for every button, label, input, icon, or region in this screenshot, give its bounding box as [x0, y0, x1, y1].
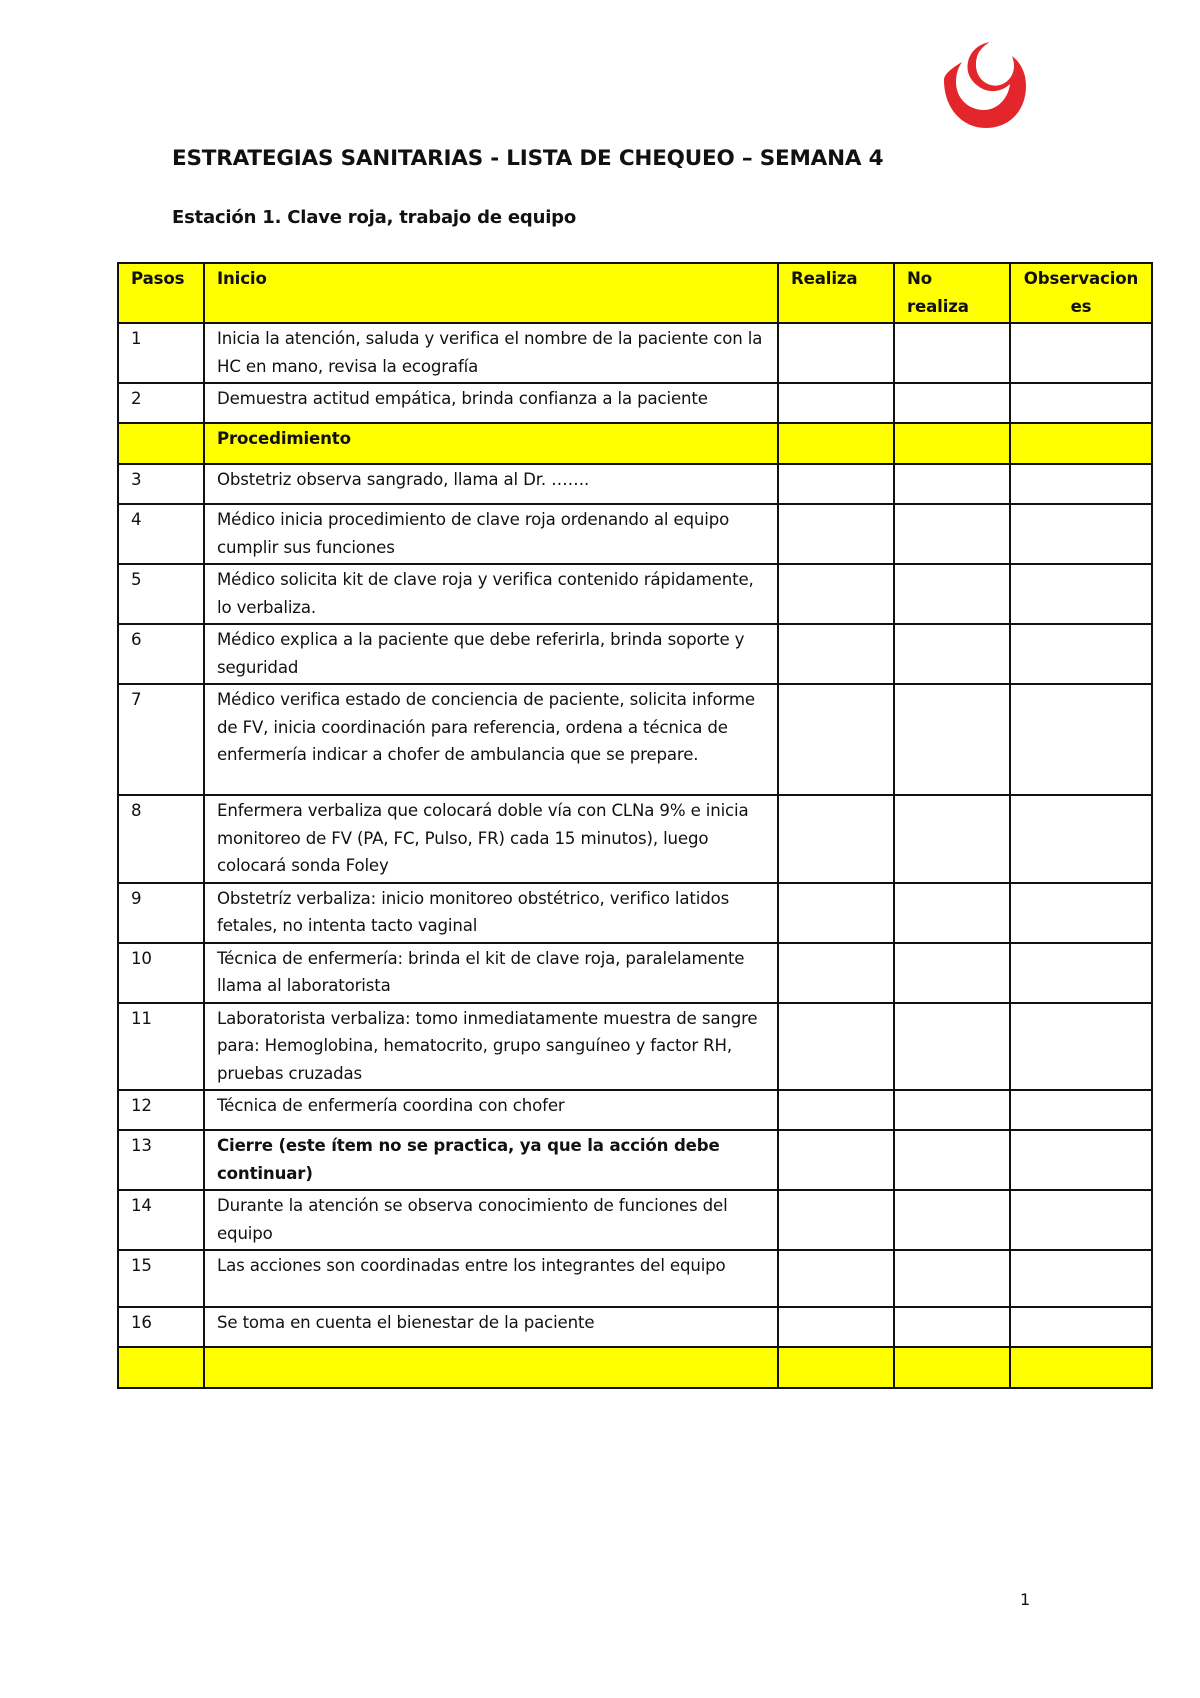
realiza-cell[interactable] — [778, 624, 894, 684]
table-row — [118, 684, 1152, 795]
step-description: Obstetriz observa sangrado, llama al Dr. ……. — [204, 464, 778, 504]
realiza-cell[interactable] — [778, 1130, 894, 1190]
page-number: 1 — [1020, 1590, 1031, 1609]
checklist-body — [118, 263, 1152, 1388]
section-label: Procedimiento — [204, 423, 778, 464]
realiza-cell[interactable] — [778, 1003, 894, 1091]
no-realiza-cell[interactable] — [894, 383, 1010, 423]
table-row — [118, 1090, 1152, 1130]
header-no-realiza: No realiza — [894, 263, 1010, 323]
footer-empty-cell — [118, 1347, 204, 1388]
table-row — [118, 1190, 1152, 1250]
footer-empty-cell — [1010, 1347, 1152, 1388]
realiza-cell[interactable] — [778, 943, 894, 1003]
step-description: Técnica de enfermería coordina con chofer — [204, 1090, 778, 1130]
table-row — [118, 564, 1152, 624]
no-realiza-cell[interactable] — [894, 564, 1010, 624]
observaciones-cell[interactable] — [1010, 1003, 1152, 1091]
header-observaciones: Observaciones — [1010, 263, 1152, 323]
university-logo-icon — [940, 40, 1028, 130]
realiza-cell[interactable] — [778, 564, 894, 624]
step-description: Médico verifica estado de conciencia de paciente, solicita informe de FV, inicia coordinación para referencia, ordena a técnica de enfermería indicar a chofer de ambulancia que se prepare. — [204, 684, 778, 795]
no-realiza-cell[interactable] — [894, 1307, 1010, 1347]
footer-empty-cell — [778, 1347, 894, 1388]
step-number: 16 — [118, 1307, 204, 1347]
step-number: 4 — [118, 504, 204, 564]
table-row — [118, 1130, 1152, 1190]
step-description: Durante la atención se observa conocimiento de funciones del equipo — [204, 1190, 778, 1250]
observaciones-cell[interactable] — [1010, 564, 1152, 624]
observaciones-cell[interactable] — [1010, 883, 1152, 943]
no-realiza-cell[interactable] — [894, 684, 1010, 795]
observaciones-cell[interactable] — [1010, 323, 1152, 383]
table-row — [118, 464, 1152, 504]
step-description: Médico inicia procedimiento de clave roja ordenando al equipo cumplir sus funciones — [204, 504, 778, 564]
no-realiza-cell[interactable] — [894, 504, 1010, 564]
checklist-table — [117, 262, 1153, 1389]
table-row — [118, 795, 1152, 883]
step-description: Laboratorista verbaliza: tomo inmediatamente muestra de sangre para: Hemoglobina, hematocrito, grupo sanguíneo y factor RH, pruebas cruzadas — [204, 1003, 778, 1091]
step-description: Técnica de enfermería: brinda el kit de clave roja, paralelamente llama al laboratorista — [204, 943, 778, 1003]
realiza-cell[interactable] — [778, 323, 894, 383]
observaciones-cell[interactable] — [1010, 943, 1152, 1003]
footer-empty-cell — [204, 1347, 778, 1388]
observaciones-cell[interactable] — [1010, 383, 1152, 423]
realiza-cell[interactable] — [778, 1090, 894, 1130]
observaciones-cell[interactable] — [1010, 795, 1152, 883]
section-row-procedimiento — [118, 423, 1152, 464]
station-subtitle: Estación 1. Clave roja, trabajo de equipo — [172, 207, 577, 228]
table-row — [118, 1250, 1152, 1307]
no-realiza-cell[interactable] — [894, 1003, 1010, 1091]
no-realiza-cell[interactable] — [894, 1190, 1010, 1250]
realiza-cell[interactable] — [778, 504, 894, 564]
step-number: 5 — [118, 564, 204, 624]
section-empty-cell — [894, 423, 1010, 464]
header-realiza: Realiza — [778, 263, 894, 323]
header-pasos: Pasos — [118, 263, 204, 323]
realiza-cell[interactable] — [778, 684, 894, 795]
observaciones-cell[interactable] — [1010, 1090, 1152, 1130]
realiza-cell[interactable] — [778, 1307, 894, 1347]
table-row — [118, 624, 1152, 684]
observaciones-cell[interactable] — [1010, 1307, 1152, 1347]
no-realiza-cell[interactable] — [894, 943, 1010, 1003]
header-inicio: Inicio — [204, 263, 778, 323]
section-num-cell — [118, 423, 204, 464]
observaciones-cell[interactable] — [1010, 1190, 1152, 1250]
step-description: Inicia la atención, saluda y verifica el nombre de la paciente con la HC en mano, revisa la ecografía — [204, 323, 778, 383]
step-description: Se toma en cuenta el bienestar de la paciente — [204, 1307, 778, 1347]
observaciones-cell[interactable] — [1010, 1130, 1152, 1190]
no-realiza-cell[interactable] — [894, 624, 1010, 684]
realiza-cell[interactable] — [778, 883, 894, 943]
table-row — [118, 383, 1152, 423]
no-realiza-cell[interactable] — [894, 323, 1010, 383]
table-footer-row — [118, 1347, 1152, 1388]
step-number: 14 — [118, 1190, 204, 1250]
step-number: 1 — [118, 323, 204, 383]
observaciones-cell[interactable] — [1010, 684, 1152, 795]
table-row — [118, 1003, 1152, 1091]
step-description: Médico solicita kit de clave roja y verifica contenido rápidamente, lo verbaliza. — [204, 564, 778, 624]
step-description: Las acciones son coordinadas entre los integrantes del equipo — [204, 1250, 778, 1307]
step-description: Obstetríz verbaliza: inicio monitoreo obstétrico, verifico latidos fetales, no intenta tacto vaginal — [204, 883, 778, 943]
realiza-cell[interactable] — [778, 383, 894, 423]
step-number: 7 — [118, 684, 204, 795]
observaciones-cell[interactable] — [1010, 504, 1152, 564]
step-number: 12 — [118, 1090, 204, 1130]
realiza-cell[interactable] — [778, 464, 894, 504]
step-number: 8 — [118, 795, 204, 883]
step-number: 15 — [118, 1250, 204, 1307]
observaciones-cell[interactable] — [1010, 1250, 1152, 1307]
document-title: ESTRATEGIAS SANITARIAS - LISTA DE CHEQUEO – SEMANA 4 — [172, 146, 884, 171]
no-realiza-cell[interactable] — [894, 883, 1010, 943]
step-number: 6 — [118, 624, 204, 684]
realiza-cell[interactable] — [778, 795, 894, 883]
step-number: 2 — [118, 383, 204, 423]
table-row — [118, 504, 1152, 564]
no-realiza-cell[interactable] — [894, 1090, 1010, 1130]
observaciones-cell[interactable] — [1010, 464, 1152, 504]
table-row — [118, 943, 1152, 1003]
no-realiza-cell[interactable] — [894, 464, 1010, 504]
no-realiza-cell[interactable] — [894, 795, 1010, 883]
step-number: 3 — [118, 464, 204, 504]
no-realiza-cell[interactable] — [894, 1130, 1010, 1190]
step-description: Cierre (este ítem no se practica, ya que la acción debe continuar) — [204, 1130, 778, 1190]
table-row — [118, 883, 1152, 943]
table-header-row — [118, 263, 1152, 323]
step-number: 9 — [118, 883, 204, 943]
table-row — [118, 323, 1152, 383]
footer-empty-cell — [894, 1347, 1010, 1388]
step-number: 10 — [118, 943, 204, 1003]
realiza-cell[interactable] — [778, 1190, 894, 1250]
section-empty-cell — [778, 423, 894, 464]
step-description: Enfermera verbaliza que colocará doble vía con CLNa 9% e inicia monitoreo de FV (PA, FC, Pulso, FR) cada 15 minutos), luego colocará sonda Foley — [204, 795, 778, 883]
observaciones-cell[interactable] — [1010, 624, 1152, 684]
section-empty-cell — [1010, 423, 1152, 464]
realiza-cell[interactable] — [778, 1250, 894, 1307]
step-number: 11 — [118, 1003, 204, 1091]
no-realiza-cell[interactable] — [894, 1250, 1010, 1307]
step-number: 13 — [118, 1130, 204, 1190]
table-row — [118, 1307, 1152, 1347]
step-description: Demuestra actitud empática, brinda confianza a la paciente — [204, 383, 778, 423]
step-description: Médico explica a la paciente que debe referirla, brinda soporte y seguridad — [204, 624, 778, 684]
